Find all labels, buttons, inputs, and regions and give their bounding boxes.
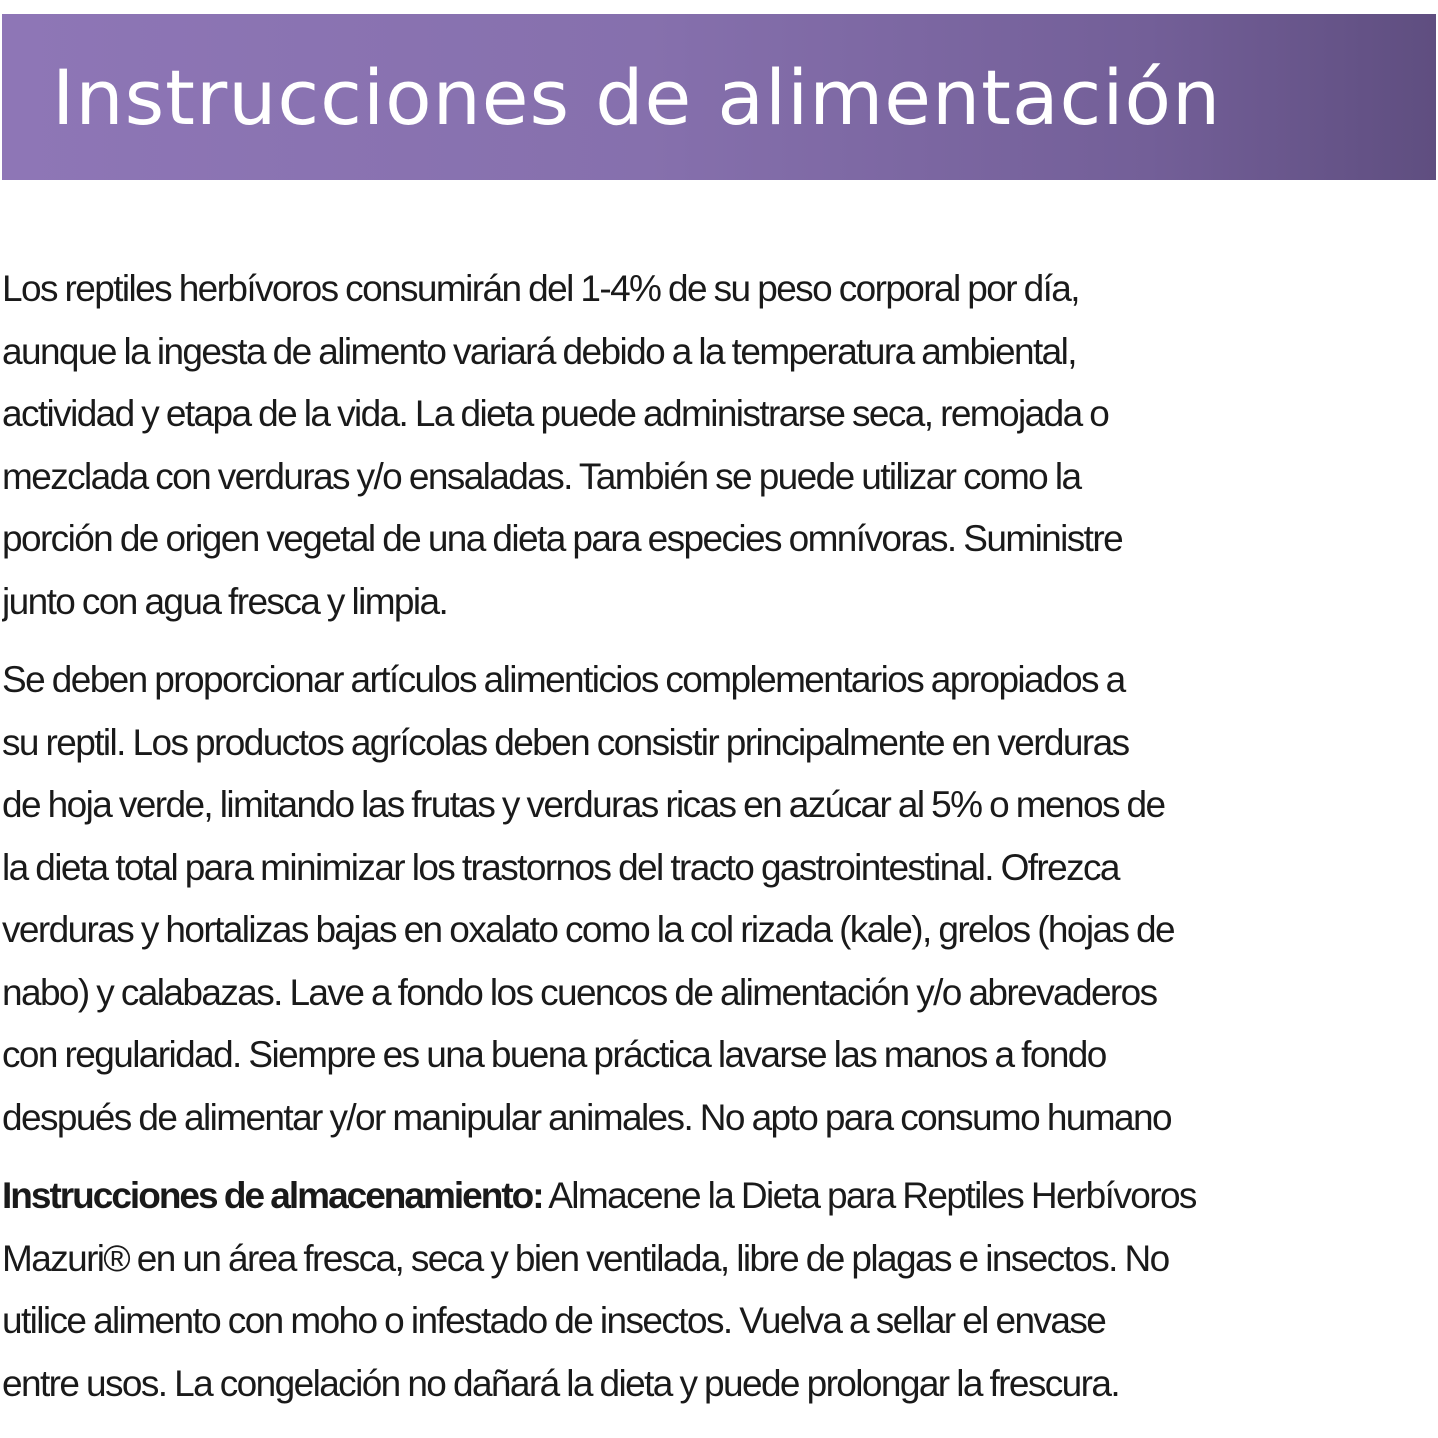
- text-line: verduras y hortalizas bajas en oxalato como la col rizada (kale), grelos (hojas de: [2, 909, 1175, 950]
- text-line: Mazuri® en un área fresca, seca y bien ventilada, libre de plagas e insectos. No: [2, 1237, 1169, 1279]
- text-line: su reptil. Los productos agrícolas deben consistir principalmente en verduras: [2, 721, 1129, 763]
- text-line: porción de origen vegetal de una dieta para especies omnívoras. Suministre: [2, 518, 1123, 559]
- header-band: [2, 14, 1436, 180]
- feeding-paragraph: [2, 258, 1438, 633]
- text-line: utilice alimento con moho o infestado de insectos. Vuelva a sellar el envase: [2, 1300, 1106, 1341]
- text-line: la dieta total para minimizar los trastornos del tracto gastrointestinal. Ofrezca: [2, 846, 1119, 888]
- text-line: después de alimentar y/or manipular animales. No apto para consumo humano: [2, 1096, 1171, 1138]
- storage-paragraph: [2, 1165, 1438, 1415]
- text-line: Se deben proporcionar artículos alimenticios complementarios apropiados a: [2, 659, 1125, 700]
- text-line: aunque la ingesta de alimento variará debido a la temperatura ambiental,: [2, 330, 1076, 372]
- text-line: actividad y etapa de la vida. La dieta puede administrarse seca, remojada o: [2, 393, 1109, 434]
- text-line: de hoja verde, limitando las frutas y verduras ricas en azúcar al 5% o menos de: [2, 784, 1165, 825]
- storage-first-line: [2, 1165, 1438, 1228]
- supplements-paragraph: [2, 649, 1438, 1149]
- text-line: nabo) y calabazas. Lave a fondo los cuencos de alimentación y/o abrevaderos: [2, 971, 1157, 1013]
- text-line: entre usos. La congelación no dañará la dieta y puede prolongar la frescura.: [2, 1362, 1120, 1404]
- page-title: Instrucciones de alimentación: [52, 53, 1222, 142]
- storage-first-line-text: Almacene la Dieta para Reptiles Herbívoros: [542, 1175, 1196, 1216]
- storage-heading: Instrucciones de almacenamiento:: [2, 1175, 543, 1216]
- body-text: [2, 258, 1438, 1415]
- text-line: Los reptiles herbívoros consumirán del 1-4% de su peso corporal por día,: [2, 268, 1079, 309]
- text-line: con regularidad. Siempre es una buena práctica lavarse las manos a fondo: [2, 1034, 1106, 1075]
- text-line: junto con agua fresca y limpia.: [2, 580, 448, 622]
- text-line: mezclada con verduras y/o ensaladas. También se puede utilizar como la: [2, 455, 1081, 497]
